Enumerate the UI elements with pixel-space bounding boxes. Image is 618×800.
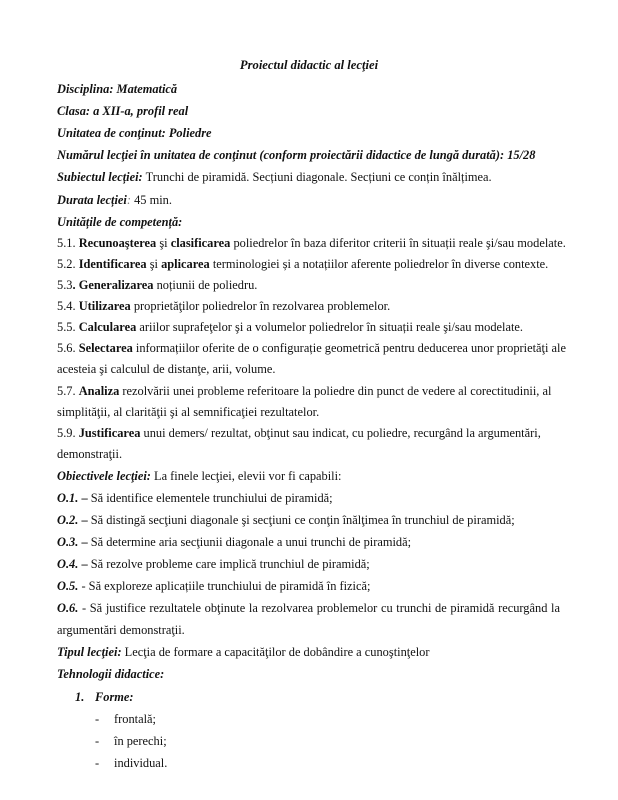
obiective-label: Obiectivele lecţiei:: [57, 469, 151, 483]
durata-text: 45 min.: [131, 193, 172, 207]
competenta-verb: Selectarea: [78, 341, 133, 355]
competenta-5-1: [57, 236, 566, 251]
obiectiv-text: Să identifice elementele trunchiului de piramidă;: [90, 491, 333, 505]
forme-item-perechi: în perechi;: [114, 734, 167, 748]
obiective-text: La finele lecţiei, elevii vor fi capabili:: [150, 469, 342, 483]
disciplina-line: Disciplina: Matematică: [57, 82, 178, 96]
competenta-5-9: [57, 426, 541, 441]
tipul-line: [57, 645, 429, 660]
tipul-label: Tipul lecţiei:: [57, 645, 122, 659]
forme-label: Forme:: [95, 690, 134, 704]
tehnologii-heading: Tehnologii didactice:: [57, 667, 165, 681]
competenta-5-5: [57, 320, 523, 335]
obiectiv-o3: [57, 535, 411, 550]
subiectul-label: Subiectul lecției:: [57, 170, 143, 184]
competenta-text: poliedrelor în baza diferitor criterii în situații reale şi/sau modelate.: [230, 236, 566, 250]
competenta-verb: Calcularea: [78, 320, 137, 334]
obiectiv-o2: [57, 513, 515, 528]
competenta-verb: aplicarea: [161, 257, 210, 271]
obiectiv-o1: [57, 491, 333, 506]
obiectiv-text: Să rezolve probleme care implică trunchiul de piramidă;: [90, 557, 370, 571]
subiectul-line: [57, 170, 492, 185]
durata-colon: :: [126, 193, 132, 207]
competenta-5-2: [57, 257, 548, 272]
obiectiv-code: O.2.: [57, 513, 79, 527]
obiectiv-text: Să determine aria secţiunii diagonale a unui trunchi de piramidă;: [90, 535, 412, 549]
competenta-verb: clasificarea: [170, 236, 231, 250]
tipul-text: Lecţia de formare a capacităţilor de dobândire a cunoştinţelor: [121, 645, 430, 659]
competenta-verb: Justificarea: [78, 426, 141, 440]
obiectiv-o5: [57, 579, 370, 594]
obiectiv-o6: [57, 601, 560, 616]
competenta-number: 5.7.: [57, 384, 79, 398]
competenta-5-7: [57, 384, 551, 399]
obiectiv-code: O.1.: [57, 491, 79, 505]
obiectiv-code: O.3.: [57, 535, 79, 549]
competenta-text: informațiilor oferite de o configurație geometrică pentru deducerea unor proprietăţi ale: [132, 341, 566, 355]
competente-heading: Unitățile de competență:: [57, 215, 183, 229]
forme-number: 1.: [75, 690, 85, 704]
clasa-line: Clasa: a XII-a, profil real: [57, 104, 189, 118]
competenta-number: 5.2.: [57, 257, 79, 271]
competenta-verb: Identificarea: [78, 257, 147, 271]
durata-label: Durata lecției: [57, 193, 127, 207]
competenta-text: rezolvării unei probleme referitoare la poliedre din punct de vedere al corectitudinii, al: [119, 384, 552, 398]
competenta-number: 5.4.: [57, 299, 79, 313]
obiective-line: [57, 469, 342, 484]
obiectiv-sep: –: [78, 513, 91, 527]
competenta-number: 5.5.: [57, 320, 79, 334]
competenta-5-3: [57, 278, 257, 293]
obiectiv-code: O.6.: [57, 601, 79, 615]
competenta-text: proprietăţilor poliedrelor în rezolvarea problemelor.: [130, 299, 391, 313]
obiectiv-o6-cont: argumentări demonstraţii.: [57, 623, 185, 637]
durata-line: [57, 193, 172, 208]
forme-item-frontala: frontală;: [114, 712, 156, 726]
obiectiv-text: Să exploreze aplicațiile trunchiului de piramidă în fizică;: [88, 579, 371, 593]
list-bullet: -: [95, 712, 100, 726]
obiectiv-o4: [57, 557, 370, 572]
competenta-verb: Recunoaşterea: [78, 236, 157, 250]
competenta-number: 5.3: [57, 278, 73, 292]
obiectiv-sep: –: [78, 491, 91, 505]
competenta-conj: şi: [146, 257, 162, 271]
obiectiv-code: O.5.: [57, 579, 79, 593]
list-bullet: -: [95, 734, 100, 748]
competenta-number: 5.1.: [57, 236, 79, 250]
obiectiv-sep: -: [78, 601, 90, 615]
competenta-conj: şi: [156, 236, 171, 250]
subiectul-text: Trunchi de piramidă. Secțiuni diagonale. Secțiuni ce conțin înălțimea.: [142, 170, 492, 184]
competenta-text: noțiunii de poliedru.: [153, 278, 258, 292]
competenta-5-4: [57, 299, 390, 314]
list-bullet: -: [95, 756, 100, 770]
competenta-verb: Analiza: [78, 384, 120, 398]
forme-item-individual: individual.: [114, 756, 168, 770]
obiectiv-sep: –: [78, 557, 91, 571]
unitatea-line: Unitatea de conţinut: Poliedre: [57, 126, 212, 140]
competenta-5-6-cont: acesteia şi calculul de distanţe, arii, volume.: [57, 362, 276, 376]
obiectiv-text: Să distingă secţiuni diagonale şi secţiuni ce conţin înălţimea în trunchiul de piramidă;: [90, 513, 515, 527]
obiectiv-code: O.4.: [57, 557, 79, 571]
competenta-text: terminologiei și a notațiilor aferente poliedrelor în diverse contexte.: [209, 257, 549, 271]
competenta-number: 5.9.: [57, 426, 79, 440]
competenta-verb: . Generalizarea: [72, 278, 154, 292]
obiectiv-sep: -: [78, 579, 89, 593]
competenta-number: 5.6.: [57, 341, 79, 355]
competenta-5-7-cont: simplităţii, al clarităţii şi al semnificaţiei rezultatelor.: [57, 405, 320, 419]
document-title: Proiectul didactic al lecţiei: [239, 58, 379, 72]
competenta-verb: Utilizarea: [78, 299, 131, 313]
obiectiv-sep: –: [78, 535, 91, 549]
competenta-5-6: [57, 341, 566, 356]
competenta-5-9-cont: demonstraţii.: [57, 447, 123, 461]
competenta-text: unui demers/ rezultat, obţinut sau indicat, cu poliedre, recurgând la argumentări,: [140, 426, 541, 440]
obiectiv-text: Să justifice rezultatele obţinute la rezolvarea problemelor cu trunchi de piramidă recurgând la: [89, 601, 560, 615]
numarul-line: Numărul lecţiei în unitatea de conţinut (conform proiectării didactice de lungă durată): 15/28: [57, 148, 536, 162]
competenta-text: ariilor suprafeţelor şi a volumelor poliedrelor în situații reale şi/sau modelate.: [136, 320, 524, 334]
